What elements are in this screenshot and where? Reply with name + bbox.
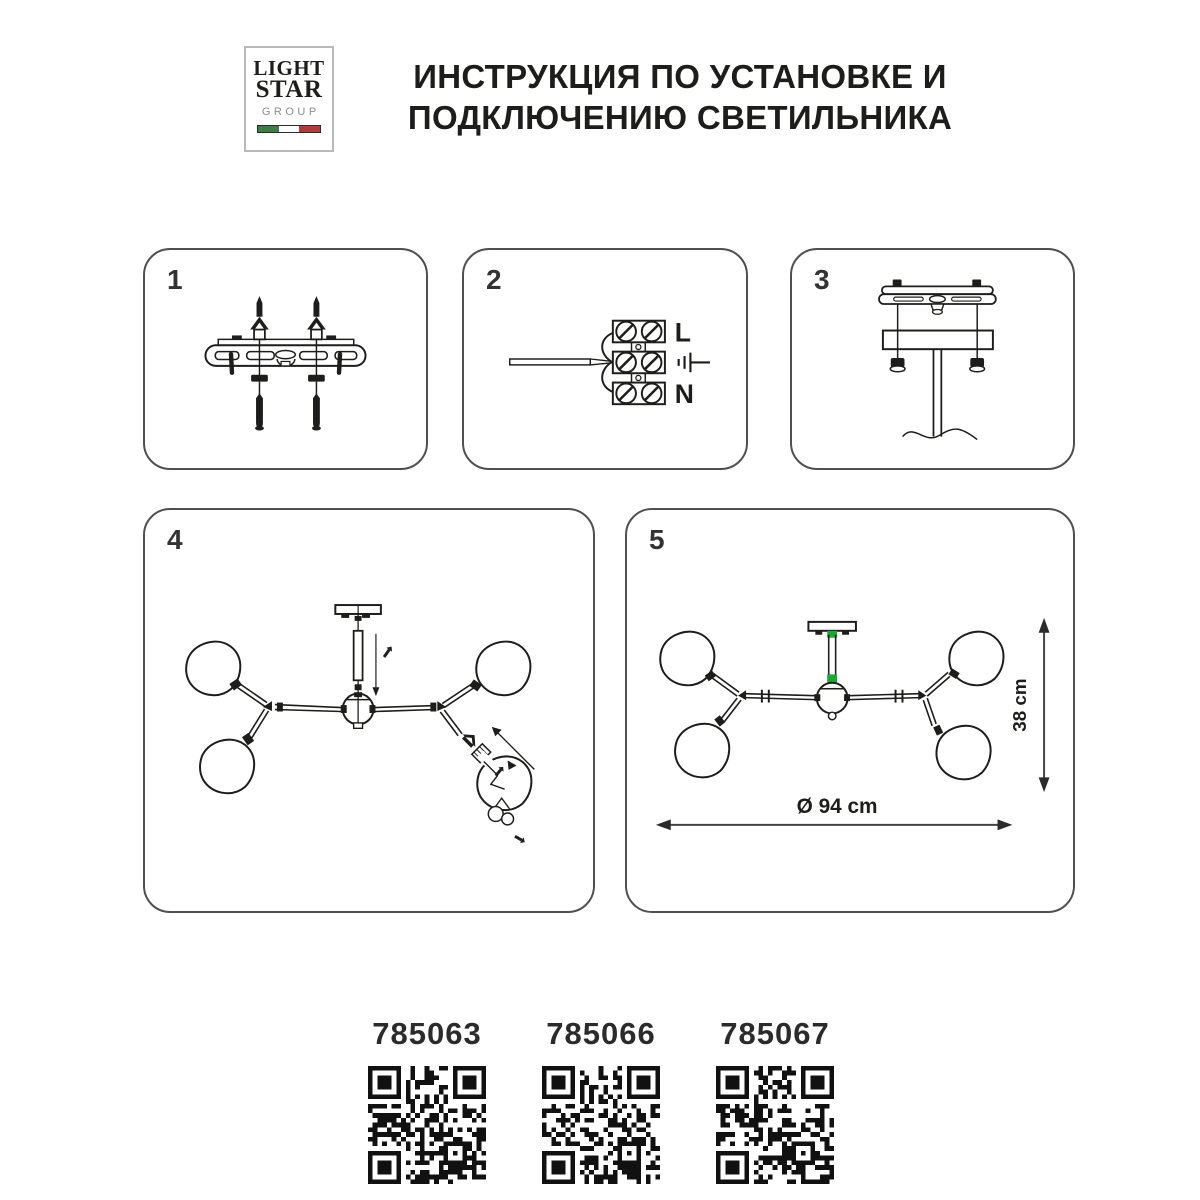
right-branch	[437, 642, 530, 736]
globe-lower-left	[675, 724, 729, 778]
logo-word-star: STAR	[255, 76, 323, 103]
center-hub	[341, 692, 376, 728]
mounting-bracket	[205, 335, 365, 372]
qr-code	[368, 1066, 486, 1184]
globe-lower-right	[936, 726, 990, 780]
ceiling-bracket	[879, 279, 996, 314]
step-2-panel	[462, 248, 748, 470]
logo-word-group: GROUP	[261, 106, 320, 118]
flag-green-segment	[258, 126, 279, 132]
step-5-number: 5	[649, 524, 665, 555]
ground-icon	[679, 353, 710, 373]
lightstar-logo	[244, 46, 334, 152]
step-3-panel	[790, 248, 1075, 470]
product-code: 785063	[372, 1016, 482, 1051]
qr-codes-row	[340, 1066, 862, 1184]
page-title	[370, 56, 990, 138]
green-connector-bottom	[827, 674, 837, 682]
supply-cable	[510, 332, 614, 392]
step-4-panel	[143, 508, 595, 913]
step-3-number: 3	[814, 264, 830, 295]
step-1-number: 1	[167, 264, 183, 295]
step-3-diagram-canopy	[792, 250, 1073, 468]
step-4-diagram-assembly	[145, 510, 593, 911]
diameter-label: Ø 94 cm	[796, 794, 878, 818]
diameter-dimension	[656, 795, 1012, 830]
flag-red-segment	[299, 126, 320, 132]
qr-code	[716, 1066, 834, 1184]
logo-word-light: LIGHT	[253, 56, 325, 80]
stem-rod	[354, 614, 363, 693]
page-title-line1: ИНСТРУКЦИЯ ПО УСТАНОВКЕ И	[413, 58, 947, 95]
step-1-diagram-mounting-bar	[145, 250, 426, 468]
page-title-line2: ПОДКЛЮЧЕНИЮ СВЕТИЛЬНИКА	[407, 99, 953, 136]
product-codes-row	[340, 1016, 862, 1052]
product-code: 785067	[720, 1016, 830, 1051]
flag-white-segment	[279, 126, 300, 132]
exploded-shade-detail	[460, 727, 534, 845]
globe-upper-right	[949, 632, 1003, 686]
step-4-number: 4	[167, 524, 183, 555]
globe-upper-right	[476, 642, 530, 696]
terminal-block	[613, 321, 665, 404]
step-2-number: 2	[486, 264, 502, 295]
center-hub	[814, 683, 850, 720]
step-5-diagram-dimensions	[627, 510, 1073, 911]
height-dimension	[1009, 618, 1049, 792]
step-2-diagram-wiring	[464, 250, 746, 468]
left-branch	[186, 642, 272, 794]
step-1-panel	[143, 248, 428, 470]
step-5-panel	[625, 508, 1075, 913]
globe-lower-left	[200, 740, 254, 794]
socket-flange	[460, 729, 481, 750]
screw-annotation	[372, 634, 394, 696]
line-label: L	[674, 317, 691, 348]
height-label: 38 cm	[1009, 678, 1031, 732]
break-wavy-line	[903, 429, 978, 439]
stem-rod	[827, 631, 837, 682]
neutral-label: N	[674, 379, 694, 410]
left-branch	[660, 632, 746, 778]
right-branch	[918, 632, 1003, 780]
italian-flag-bar	[257, 125, 321, 133]
stem-rod	[903, 349, 978, 439]
canopy-plate	[883, 331, 993, 350]
qr-code	[542, 1066, 660, 1184]
small-screw	[513, 833, 526, 845]
product-code: 785066	[546, 1016, 656, 1051]
